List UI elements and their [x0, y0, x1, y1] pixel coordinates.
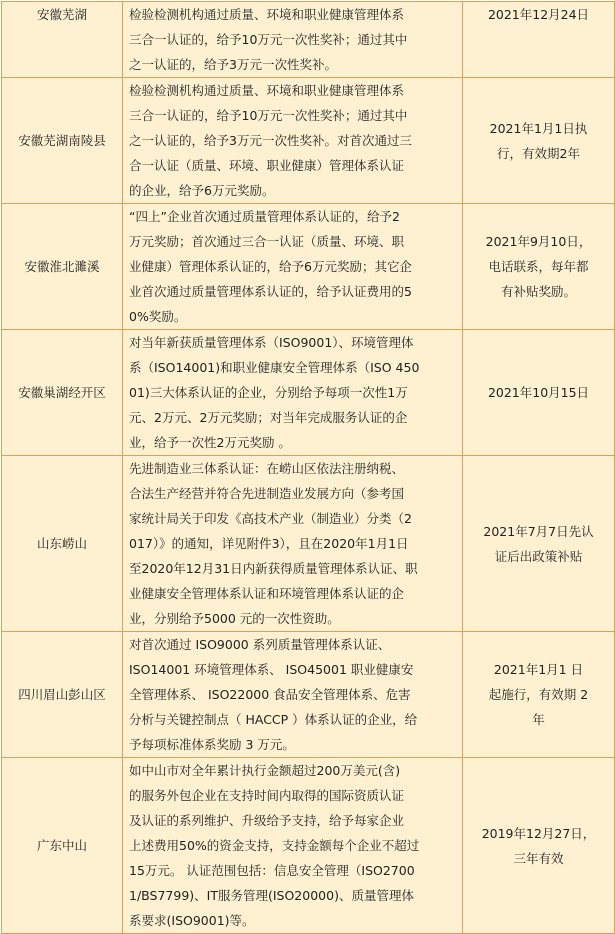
- date-line: 电话联系，每年都: [488, 259, 589, 274]
- policy-line: 三合一认证的，给予10万元一次性奖补；通过其中: [129, 108, 408, 123]
- policy-line: 对首次通过 ISO9000 系列质量管理体系认证、: [129, 637, 391, 652]
- policy-line: 家统计局关于印发《高技术产业（制造业）分类（2: [129, 511, 412, 526]
- date-line: 2021年7月7日先认: [483, 523, 594, 539]
- region-cell: 安徽芜湖: [2, 2, 123, 78]
- policy-line: 业健康）管理体系认证的，给予6万元奖励；其它企: [129, 259, 412, 274]
- policy-line: 业，分别给予5000 元的一次性资助。: [129, 611, 340, 626]
- date-cell: [463, 204, 615, 330]
- date-line: 起施行，有效期 2: [488, 687, 589, 702]
- region-cell: 安徽淮北濉溪: [2, 204, 123, 330]
- policy-cell: [123, 758, 463, 934]
- policy-line: 系要求(ISO9001)等。: [129, 913, 255, 928]
- policy-line: 检验检测机构通过质量、环境和职业健康管理体系: [129, 83, 405, 98]
- policy-line: 的服务外包企业在支持时间内取得的国际资质认证: [129, 788, 405, 803]
- policy-cell: [123, 330, 463, 456]
- table-row: [2, 2, 615, 78]
- policy-line: 017）》的通知，详见附件3），且在2020年1月1日: [129, 536, 409, 551]
- table-row: [2, 330, 615, 456]
- table-row: [2, 204, 615, 330]
- policy-line: 上述费用50%的资金支持，支持金额每个企业不超过: [129, 838, 420, 853]
- policy-line: 全管理体系、 ISO22000 食品安全管理体系、危害: [129, 687, 411, 702]
- date-line: 有补贴奖励。: [500, 284, 576, 299]
- date-line: 2021年10月15日: [487, 385, 590, 400]
- date-cell: [463, 632, 615, 758]
- policy-line: 业，给予一次性2万元奖励 。: [129, 435, 291, 450]
- date-line: 2021年12月24日: [487, 7, 590, 22]
- date-cell: [463, 758, 615, 934]
- policy-line: 15万元。 认证范围包括：信息安全管理（ISO2700: [129, 863, 415, 878]
- date-line: 2021年1月1日执: [489, 120, 588, 136]
- policy-line: 业健康安全管理体系认证和环境管理体系认证的企: [129, 586, 405, 601]
- region-cell: 广东中山: [2, 758, 123, 934]
- policy-line: 系（ISO14001)和职业健康安全管理体系（ISO 450: [129, 360, 420, 375]
- policy-line: 三合一认证的，给予10万元一次性奖补；通过其中: [129, 32, 408, 47]
- policy-cell: [123, 204, 463, 330]
- policy-line: 之一认证的，给予3万元一次性奖补。: [129, 57, 337, 72]
- policy-line: 先进制造业三体系认证：在崂山区依法注册纳税、: [129, 461, 405, 476]
- policy-line: 及认证的系列维护、升级给予支持，给予每家企业: [129, 813, 405, 828]
- region-cell: 安徽巢湖经开区: [2, 330, 123, 456]
- policy-line: 对当年新获质量管理体系（ISO9001）、环境管理体: [129, 335, 414, 350]
- policy-table: [1, 1, 615, 934]
- policy-line: 元、2万元、2万元奖励；对当年完成服务认证的企: [129, 410, 408, 425]
- policy-cell: [123, 78, 463, 204]
- policy-cell: [123, 632, 463, 758]
- policy-line: 万元奖励；首次通过三合一认证（质量、环境、职: [129, 234, 405, 249]
- policy-line: ISO14001 环境管理体系、 ISO45001 职业健康安: [129, 662, 414, 677]
- policy-line: 之一认证的，给予3万元一次性奖补。对首次通过三: [129, 133, 412, 148]
- policy-line: “四上”企业首次通过质量管理体系认证的，给予2: [129, 209, 400, 224]
- region-cell: 四川眉山彭山区: [2, 632, 123, 758]
- table-row: [2, 632, 615, 758]
- policy-table-body: [2, 2, 615, 934]
- table-row: [2, 456, 615, 632]
- policy-line: 至2020年12月31日内新获得质量管理体系认证、职: [129, 561, 418, 576]
- policy-cell: [123, 2, 463, 78]
- date-line: 年: [532, 712, 545, 727]
- policy-line: 的企业，给予6万元奖励。: [129, 183, 275, 198]
- policy-line: 检验检测机构通过质量、环境和职业健康管理体系: [129, 7, 405, 22]
- policy-line: 如中山市对全年累计执行金额超过200万美元(含): [129, 763, 401, 778]
- policy-line: 分析与关键控制点（ HACCP ）体系认证的企业，给: [129, 712, 418, 727]
- date-cell: [463, 78, 615, 204]
- date-line: 行，有效期2年: [497, 145, 580, 161]
- date-line: 三年有效: [513, 850, 564, 866]
- table-row: [2, 758, 615, 934]
- policy-line: 合一认证（质量、环境、职业健康）管理体系认证: [129, 158, 405, 173]
- date-line: 2021年9月10日，: [485, 234, 592, 249]
- table-row: [2, 78, 615, 204]
- date-cell: [463, 456, 615, 632]
- region-cell: 安徽芜湖南陵县: [2, 78, 123, 204]
- policy-cell: [123, 456, 463, 632]
- policy-line: 0%奖励。: [129, 309, 187, 324]
- date-line: 证后出政策补贴: [494, 548, 583, 564]
- policy-line: 合法生产经营并符合先进制造业发展方向（参考国: [129, 486, 405, 501]
- policy-line: 予每项标准体系奖励 3 万元。: [129, 737, 295, 752]
- region-cell: 山东崂山: [2, 456, 123, 632]
- policy-line: 01)三大体系认证的企业，分别给予每项一次性1万: [129, 385, 408, 400]
- date-line: 2021年1月1 日: [493, 662, 584, 677]
- date-cell: [463, 330, 615, 456]
- date-line: 2019年12月27日，: [481, 825, 596, 841]
- policy-line: 1/BS7799)、IT服务管理(ISO20000)、质量管理体: [129, 888, 414, 903]
- policy-line: 业首次通过质量管理体系认证的，给予认证费用的5: [129, 284, 412, 299]
- date-cell: [463, 2, 615, 78]
